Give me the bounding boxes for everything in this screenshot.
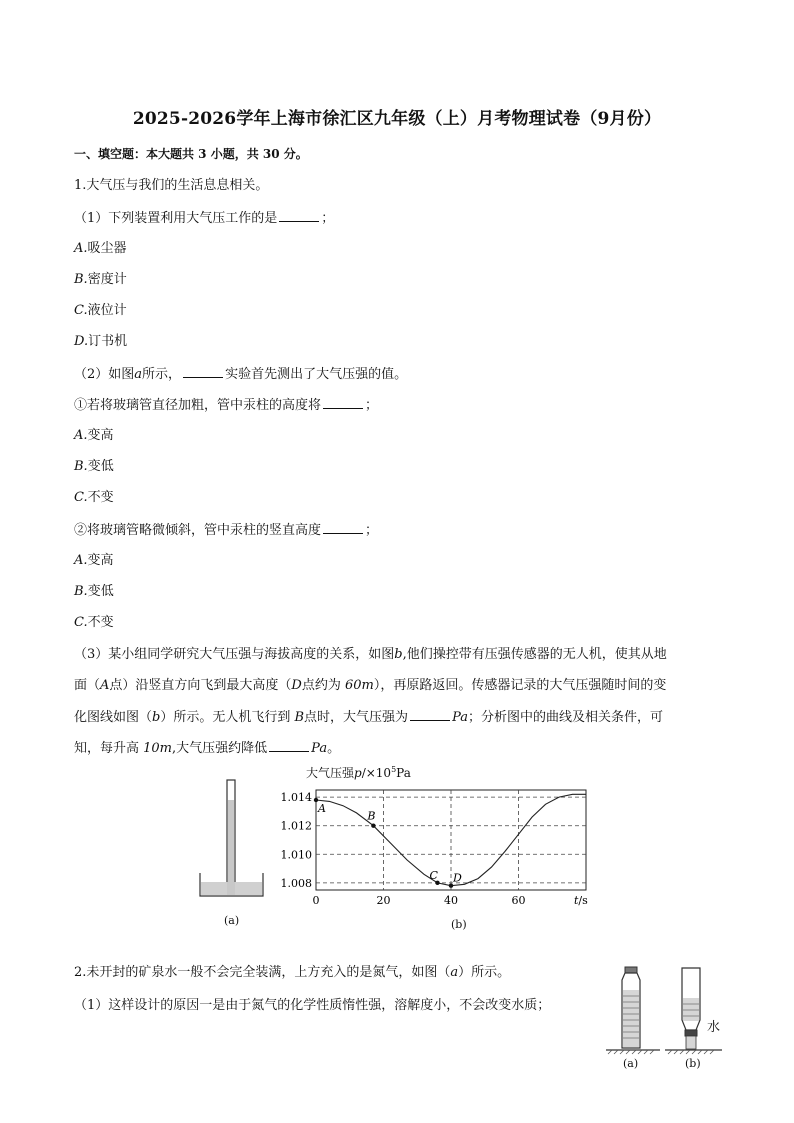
caption-b: (b) [451, 918, 467, 931]
point-label-A: A [318, 802, 326, 815]
answer-blank[interactable] [410, 708, 450, 721]
text-span: a [450, 965, 459, 980]
answer-blank[interactable] [323, 396, 363, 409]
q1-part2-b: 所示， [142, 367, 182, 382]
option-letter: C. [74, 490, 88, 505]
q2-stem [74, 964, 510, 982]
q1-sub2-text: ②将玻璃管略微倾斜，管中汞柱的竖直高度 [74, 523, 322, 538]
option-d [74, 333, 127, 351]
section-heading: 一、填空题：本大题共 3 小题，共 30 分。 [74, 147, 308, 161]
q1-sub1-text: ①若将玻璃管直径加粗，管中汞柱的高度将 [74, 398, 322, 413]
q1-part3-line1 [74, 646, 667, 664]
option-text: 不变 [87, 615, 114, 630]
x-tick-label: 0 [312, 894, 320, 907]
option-letter: A. [74, 553, 88, 568]
sub1-option-c [74, 489, 114, 507]
q1-sub1 [74, 396, 378, 415]
point-label-D: D [453, 871, 462, 885]
sub2-option-b [74, 583, 114, 601]
option-b [74, 271, 127, 289]
q1-part1 [74, 209, 334, 228]
text-span: b [394, 647, 403, 662]
text-span: 知，每升高 [74, 741, 144, 756]
q1-part3-line4 [74, 739, 340, 758]
text-span: ），再原路返回。传感器记录的大气压强随时间的变 [373, 678, 667, 693]
point-label-B: B [367, 809, 376, 823]
text-span: D [291, 678, 302, 693]
option-text: 吸尘器 [87, 241, 127, 256]
text-span: 2.未开封的矿泉水一般不会完全装满，上方充入的是氮气，如图（ [74, 965, 451, 980]
option-text: 变低 [87, 584, 114, 599]
q1-part3-line3 [74, 708, 663, 727]
chart-ylabel [306, 764, 411, 781]
q1-part3-line2 [74, 677, 666, 695]
text-span: 面（ [74, 678, 101, 693]
x-axis-label: t/s [574, 894, 588, 907]
option-text: 变低 [87, 459, 114, 474]
text-span: b [152, 710, 161, 725]
mercury-column [228, 800, 234, 892]
pressure-chart [270, 780, 610, 915]
y-tick-label: 1.014 [280, 791, 312, 805]
option-letter: C. [74, 615, 88, 630]
text-span: ,他们操控带有压强传感器的无人机，使其从地 [402, 647, 667, 662]
ylabel-var: p [354, 766, 362, 780]
text-span: 点时，大气压强为 [304, 710, 409, 725]
barometer-figure [195, 778, 270, 903]
q1-sub2-end: ； [365, 523, 379, 538]
text-span: ）所示。 [458, 965, 511, 980]
answer-blank[interactable] [323, 521, 363, 534]
ylabel-pa: Pa [396, 766, 411, 780]
ylabel-exp: 5 [391, 765, 397, 774]
q2-caption-b: (b) [685, 1057, 701, 1070]
answer-blank[interactable] [279, 209, 319, 222]
option-text: 不变 [87, 490, 114, 505]
text-span: B [294, 710, 305, 725]
text-span: Pa [311, 741, 328, 756]
option-c [74, 302, 127, 320]
q1-part2 [74, 365, 407, 384]
answer-blank[interactable] [183, 365, 223, 378]
q1-stem: 1.大气压与我们的生活息息相关。 [74, 178, 269, 193]
q2-part1: （1）这样设计的原因一是由于氮气的化学性质惰性强，溶解度小，不会改变水质； [74, 998, 551, 1013]
text-span: 点）沿竖直方向飞到最大高度（ [109, 678, 292, 693]
x-tick-label: 60 [511, 894, 526, 907]
text-span: 点约为 [301, 678, 345, 693]
q1-part1-text: （1）下列装置利用大气压工作的是 [74, 211, 278, 226]
option-letter: D. [74, 334, 89, 349]
text-span: ）所示。无人机飞行到 [160, 710, 295, 725]
sub2-option-c [74, 614, 114, 632]
q1-part1-end: ； [321, 211, 335, 226]
tube-in-pool [227, 882, 235, 895]
ylabel-unit: /×10 [361, 766, 392, 780]
text-span: A [100, 678, 110, 693]
option-text: 液位计 [87, 303, 127, 318]
option-text: 变高 [87, 553, 114, 568]
option-letter: B. [74, 584, 88, 599]
y-tick-label: 1.010 [280, 848, 312, 862]
bottle-b [682, 968, 700, 1049]
text-span: 10m [143, 741, 173, 756]
text-span: Pa [452, 710, 468, 725]
option-text: 密度计 [87, 272, 127, 287]
bottle-a [622, 967, 640, 1048]
sub1-option-b [74, 458, 114, 476]
caption-a: (a) [224, 914, 240, 927]
sub2-option-a [74, 552, 114, 570]
q1-sub2 [74, 521, 378, 540]
option-text: 订书机 [88, 334, 128, 349]
water-label: 水 [707, 1020, 721, 1035]
point-label-C: C [429, 868, 438, 882]
text-span: （3）某小组同学研究大气压强与海拔高度的关系，如图 [74, 647, 395, 662]
q1-part2-c: 实验首先测出了大气压强的值。 [225, 367, 408, 382]
q1-sub1-end: ； [365, 398, 379, 413]
sub1-option-a [74, 427, 114, 445]
y-tick-label: 1.012 [280, 819, 312, 833]
y-tick-label: 1.008 [280, 876, 312, 890]
q1-part2-fig: a [134, 367, 143, 382]
q2-caption-a: (a) [623, 1057, 639, 1070]
option-letter: B. [74, 272, 88, 287]
option-text: 变高 [87, 428, 114, 443]
text-span: 化图线如图（ [74, 710, 153, 725]
text-span: 。 [327, 741, 341, 756]
option-a [74, 240, 127, 258]
text-span: ；分析图中的曲线及相关条件，可 [467, 710, 663, 725]
q1-part2-a: （2）如图 [74, 367, 135, 382]
option-letter: A. [74, 428, 88, 443]
answer-blank[interactable] [269, 739, 309, 752]
page-title: 2025-2026学年上海市徐汇区九年级（上）月考物理试卷（9月份） [132, 109, 662, 129]
option-letter: B. [74, 459, 88, 474]
x-tick-label: 40 [444, 894, 458, 907]
text-span: ,大气压强约降低 [172, 741, 268, 756]
option-letter: C. [74, 303, 88, 318]
point-B [371, 824, 375, 828]
text-span: 60m [345, 678, 374, 693]
ylabel-prefix: 大气压强 [306, 766, 355, 780]
option-letter: A. [74, 241, 88, 256]
x-tick-label: 20 [376, 894, 391, 907]
